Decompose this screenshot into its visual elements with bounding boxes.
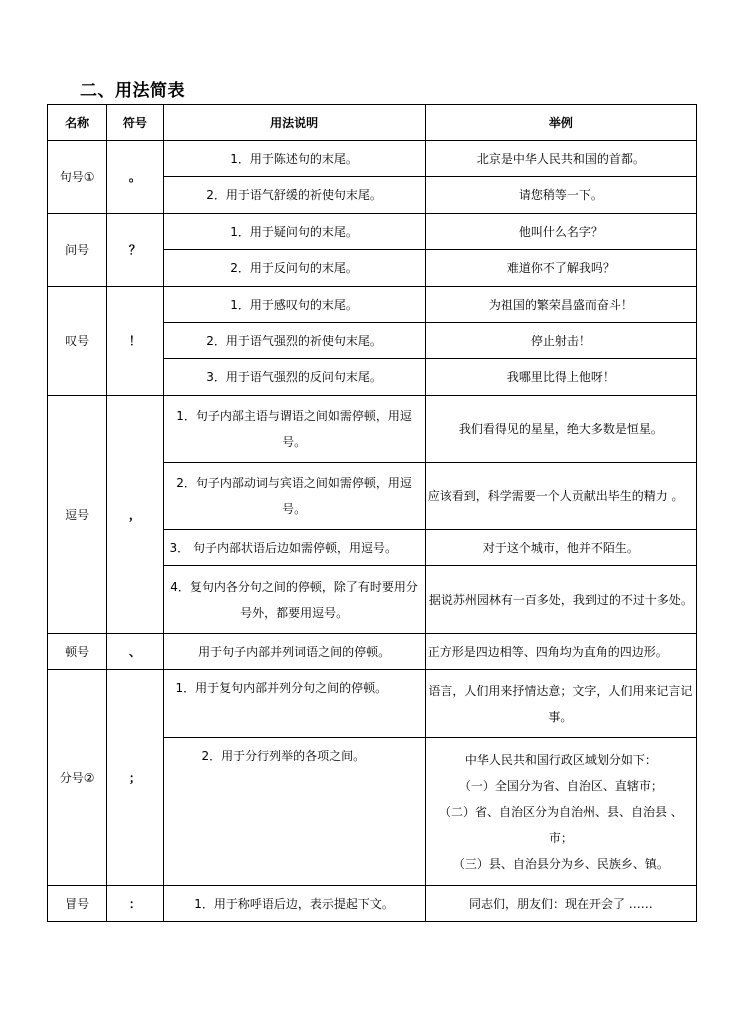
table-row bbox=[48, 214, 697, 250]
usage-cell: 2．用于语气舒缓的祈使句末尾。 bbox=[163, 177, 425, 214]
example-cell: 我们看得见的星星，绝大多数是恒星。 bbox=[425, 396, 696, 463]
usage-cell bbox=[163, 566, 425, 634]
mark-symbol: ； bbox=[107, 670, 163, 886]
section-title: 二、用法简表 bbox=[80, 81, 185, 101]
example-text: 据说苏州园林有一百多处，我到过的不过十多处。 bbox=[428, 592, 693, 607]
example-text: 语言，人们用来抒情达意；文字，人们用来记言记事。 bbox=[428, 683, 693, 724]
example-cell: 难道你不了解我吗？ bbox=[425, 250, 696, 287]
table-row bbox=[48, 141, 697, 177]
example-cell bbox=[425, 738, 696, 886]
mark-symbol: 。 bbox=[107, 141, 163, 214]
usage-cell: 1．用于感叹句的末尾。 bbox=[163, 287, 425, 323]
example-cell bbox=[425, 670, 696, 738]
table-row bbox=[48, 670, 697, 738]
example-cell: 对于这个城市，他并不陌生。 bbox=[425, 530, 696, 566]
mark-symbol: 、 bbox=[107, 634, 163, 670]
usage-cell: 2．用于分行列举的各项之间。 bbox=[163, 738, 425, 886]
example-line: （三）县、自治县分为乡、民族乡、镇。 bbox=[452, 856, 669, 871]
table-row bbox=[48, 634, 697, 670]
table-row bbox=[48, 886, 697, 922]
usage-cell: 1．用于陈述句的末尾。 bbox=[163, 141, 425, 177]
mark-name: 冒号 bbox=[48, 886, 107, 922]
example-line: （一）全国分为省、自治区、直辖市； bbox=[458, 778, 663, 793]
example-line: （二）省、自治区分为自治州、县、自治县 、市； bbox=[438, 804, 683, 845]
mark-symbol: ： bbox=[107, 886, 163, 922]
usage-cell bbox=[163, 463, 425, 530]
example-cell: 请您稍等一下。 bbox=[425, 177, 696, 214]
usage-cell: 1．用于称呼语后边，表示提起下文。 bbox=[163, 886, 425, 922]
table-row bbox=[48, 287, 697, 323]
usage-text: 4．复句内各分句之间的停顿，除了有时要用分号外，都要用逗号。 bbox=[170, 579, 418, 620]
usage-cell: 2．用于反问句的末尾。 bbox=[163, 250, 425, 287]
table-row bbox=[48, 396, 697, 463]
example-cell: 我哪里比得上他呀！ bbox=[425, 359, 696, 396]
table-header-row bbox=[48, 105, 697, 141]
example-cell: 为祖国的繁荣昌盛而奋斗！ bbox=[425, 287, 696, 323]
usage-cell: 1．用于疑问句的末尾。 bbox=[163, 214, 425, 250]
usage-cell: 1．用于复句内部并列分句之间的停顿。 bbox=[163, 670, 425, 738]
example-cell: 正方形是四边相等、四角均为直角的四边形。 bbox=[425, 634, 696, 670]
example-cell: 他叫什么名字？ bbox=[425, 214, 696, 250]
mark-name: 顿号 bbox=[48, 634, 107, 670]
usage-text: 2．句子内部动词与宾语之间如需停顿，用逗号。 bbox=[176, 476, 412, 516]
header-symbol: 符号 bbox=[107, 105, 163, 141]
mark-symbol: ！ bbox=[107, 287, 163, 396]
example-cell: 停止射击！ bbox=[425, 323, 696, 359]
punctuation-usage-table bbox=[47, 104, 697, 922]
usage-cell: 3． 句子内部状语后边如需停顿，用逗号。 bbox=[163, 530, 425, 566]
usage-cell: 2．用于语气强烈的祈使句末尾。 bbox=[163, 323, 425, 359]
mark-name: 问号 bbox=[48, 214, 107, 287]
mark-name: 句号① bbox=[48, 141, 107, 214]
mark-symbol: ？ bbox=[107, 214, 163, 287]
mark-name: 叹号 bbox=[48, 287, 107, 396]
header-usage: 用法说明 bbox=[163, 105, 425, 141]
mark-symbol: ， bbox=[107, 396, 163, 634]
header-example: 举例 bbox=[425, 105, 696, 141]
usage-cell: 用于句子内部并列词语之间的停顿。 bbox=[163, 634, 425, 670]
usage-text: 1．句子内部主语与谓语之间如需停顿，用逗号。 bbox=[176, 409, 412, 449]
header-name: 名称 bbox=[48, 105, 107, 141]
example-cell: 应该看到，科学需要一个人贡献出毕生的精力 。 bbox=[425, 463, 696, 530]
usage-cell bbox=[163, 396, 425, 463]
example-cell: 北京是中华人民共和国的首都。 bbox=[425, 141, 696, 177]
example-cell bbox=[425, 566, 696, 634]
example-cell: 同志们，朋友们：现在开会了 …… bbox=[425, 886, 696, 922]
example-line: 中华人民共和国行政区域划分如下： bbox=[464, 752, 657, 767]
usage-cell: 3．用于语气强烈的反问句末尾。 bbox=[163, 359, 425, 396]
mark-name: 逗号 bbox=[48, 396, 107, 634]
mark-name: 分号② bbox=[48, 670, 107, 886]
